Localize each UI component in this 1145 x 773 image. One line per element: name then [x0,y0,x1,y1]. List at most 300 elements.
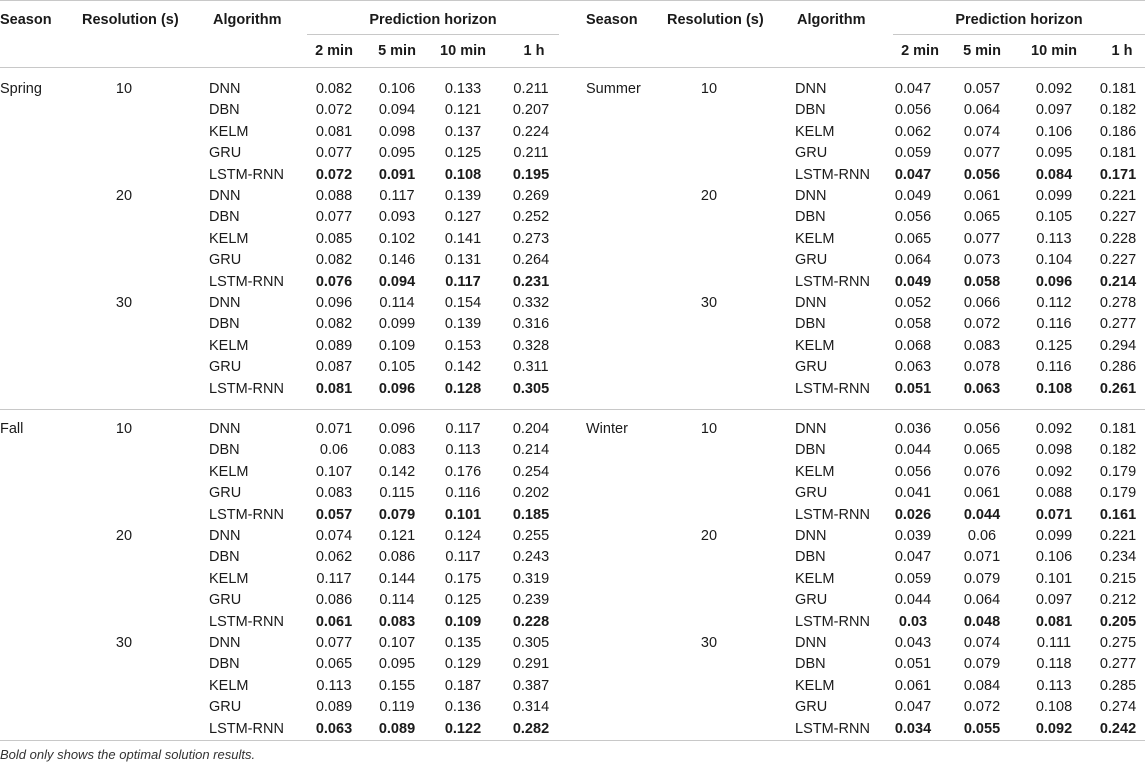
metric-value: 0.195 [512,166,550,183]
top-rule [0,0,1145,1]
algorithm-name: DBN [795,316,826,333]
metric-value: 0.063 [963,380,1001,397]
metric-value: 0.181 [1099,81,1137,97]
metric-value: 0.026 [894,506,932,523]
algorithm-name: LSTM-RNN [209,273,284,290]
metric-value: 0.129 [444,656,482,673]
header-horizon-1h-right: 1 h [1111,43,1133,59]
algorithm-name: DNN [795,295,827,311]
algorithm-name: DBN [209,102,240,119]
algorithm-name: LSTM-RNN [795,273,870,290]
algorithm-name: LSTM-RNN [795,166,870,183]
metric-value: 0.128 [444,380,482,397]
algorithm-name: GRU [209,145,242,162]
metric-value: 0.064 [963,102,1001,119]
metric-value: 0.057 [963,81,1001,97]
metric-value: 0.112 [1036,295,1072,311]
metric-value: 0.06 [319,442,349,459]
metric-value: 0.043 [894,635,932,651]
metric-value: 0.107 [378,635,416,651]
metric-value: 0.044 [894,442,932,459]
metric-value: 0.125 [1035,337,1073,354]
metric-value: 0.096 [1035,273,1073,290]
metric-value: 0.282 [512,720,550,737]
algorithm-name: GRU [795,252,828,269]
metric-value: 0.034 [894,720,932,737]
metric-value: 0.277 [1099,316,1137,333]
metric-value: 0.205 [1099,613,1137,630]
metric-value: 0.106 [1035,549,1073,566]
metric-value: 0.113 [1036,677,1072,694]
metric-value: 0.039 [894,528,932,544]
algorithm-name: LSTM-RNN [209,506,284,523]
algorithm-name: GRU [795,485,828,502]
metric-value: 0.109 [378,337,416,354]
metric-value: 0.277 [1099,656,1137,673]
metric-value: 0.119 [379,699,415,716]
metric-value: 0.071 [963,549,1001,566]
metric-value: 0.117 [379,188,415,204]
metric-value: 0.142 [378,463,416,480]
algorithm-name: KELM [209,123,249,140]
algorithm-name: GRU [209,592,242,609]
metric-value: 0.135 [444,635,482,651]
metric-value: 0.305 [512,635,550,651]
metric-value: 0.278 [1099,295,1137,311]
metric-value: 0.102 [378,230,416,247]
metric-value: 0.051 [894,656,932,673]
metric-value: 0.108 [1035,699,1073,716]
metric-value: 0.074 [963,635,1001,651]
metric-value: 0.215 [1099,570,1137,587]
algorithm-name: KELM [795,463,835,480]
metric-value: 0.121 [378,528,416,544]
metric-value: 0.093 [378,209,416,226]
metric-value: 0.116 [445,485,481,502]
metric-value: 0.179 [1099,463,1137,480]
header-horizon-2min-left: 2 min [315,43,353,59]
metric-value: 0.056 [894,463,932,480]
metric-value: 0.072 [315,166,353,183]
metric-value: 0.086 [378,549,416,566]
resolution-value: 30 [115,635,133,651]
metric-value: 0.077 [315,635,353,651]
metric-value: 0.065 [963,442,1001,459]
metric-value: 0.231 [512,273,550,290]
metric-value: 0.227 [1099,209,1137,226]
metric-value: 0.114 [379,295,415,311]
resolution-value: 10 [700,421,718,437]
algorithm-name: DNN [795,635,827,651]
metric-value: 0.179 [1099,485,1137,502]
metric-value: 0.113 [445,442,481,459]
metric-value: 0.089 [378,720,416,737]
metric-value: 0.286 [1099,359,1137,376]
metric-value: 0.212 [1099,592,1137,609]
algorithm-name: DNN [209,81,241,97]
metric-value: 0.269 [512,188,550,204]
metric-value: 0.243 [512,549,550,566]
algorithm-name: DBN [209,656,240,673]
header-prediction-horizon-left: Prediction horizon [369,12,497,28]
metric-value: 0.155 [378,677,416,694]
metric-value: 0.098 [378,123,416,140]
metric-value: 0.082 [315,81,353,97]
algorithm-name: DNN [795,188,827,204]
metric-value: 0.081 [1035,613,1073,630]
metric-value: 0.079 [963,570,1001,587]
header-horizon-1h-left: 1 h [523,43,545,59]
metric-value: 0.106 [1035,123,1073,140]
metric-value: 0.084 [1035,166,1073,183]
metric-value: 0.111 [1036,635,1072,651]
algorithm-name: GRU [209,359,242,376]
algorithm-name: DBN [795,549,826,566]
metric-value: 0.171 [1099,166,1137,183]
metric-value: 0.066 [963,295,1001,311]
metric-value: 0.084 [963,677,1001,694]
metric-value: 0.072 [315,102,353,119]
algorithm-name: DBN [795,656,826,673]
metric-value: 0.081 [315,123,353,140]
metric-value: 0.141 [444,230,482,247]
metric-value: 0.097 [1035,592,1073,609]
algorithm-name: KELM [209,570,249,587]
metric-value: 0.139 [444,188,482,204]
metric-value: 0.182 [1099,102,1137,119]
metric-value: 0.228 [1099,230,1137,247]
header-prediction-horizon-right: Prediction horizon [955,12,1083,28]
metric-value: 0.255 [512,528,550,544]
metric-value: 0.071 [315,421,353,437]
metric-value: 0.096 [378,380,416,397]
metric-value: 0.083 [315,485,353,502]
header-horizon-2min-right: 2 min [901,43,939,59]
metric-value: 0.092 [1035,463,1073,480]
metric-value: 0.101 [444,506,482,523]
metric-value: 0.091 [378,166,416,183]
algorithm-name: GRU [209,485,242,502]
metric-value: 0.049 [894,273,932,290]
metric-value: 0.058 [963,273,1001,290]
metric-value: 0.118 [1036,656,1072,673]
season-label: Fall [0,421,24,437]
algorithm-name: DNN [795,421,827,437]
metric-value: 0.202 [512,485,550,502]
metric-value: 0.127 [444,209,482,226]
metric-value: 0.099 [378,316,416,333]
metric-value: 0.059 [894,570,932,587]
metric-value: 0.03 [898,613,928,630]
algorithm-name: DNN [795,81,827,97]
algorithm-name: KELM [209,677,249,694]
metric-value: 0.095 [1035,145,1073,162]
algorithm-name: GRU [795,145,828,162]
metric-value: 0.098 [1035,442,1073,459]
metric-value: 0.109 [444,613,482,630]
metric-value: 0.087 [315,359,353,376]
metric-value: 0.316 [512,316,550,333]
metric-value: 0.047 [894,699,932,716]
algorithm-name: DBN [795,209,826,226]
metric-value: 0.211 [513,145,549,162]
metric-value: 0.319 [512,570,550,587]
metric-value: 0.105 [1035,209,1073,226]
metric-value: 0.139 [444,316,482,333]
algorithm-name: DBN [795,102,826,119]
header-horizon-5min-left: 5 min [378,43,416,59]
metric-value: 0.082 [315,252,353,269]
metric-value: 0.108 [444,166,482,183]
resolution-value: 20 [115,528,133,544]
metric-value: 0.115 [379,485,415,502]
metric-value: 0.092 [1035,720,1073,737]
metric-value: 0.185 [512,506,550,523]
metric-value: 0.051 [894,380,932,397]
metric-value: 0.305 [512,380,550,397]
metric-value: 0.099 [1035,188,1073,204]
metric-value: 0.136 [444,699,482,716]
metric-value: 0.049 [894,188,932,204]
metric-value: 0.291 [512,656,550,673]
algorithm-name: LSTM-RNN [795,506,870,523]
header-horizon-10min-left: 10 min [440,43,486,59]
metric-value: 0.117 [445,273,481,290]
metric-value: 0.077 [315,145,353,162]
season-label: Summer [586,81,641,97]
metric-value: 0.181 [1099,145,1137,162]
algorithm-name: GRU [795,699,828,716]
algorithm-name: DBN [209,316,240,333]
algorithm-name: GRU [795,359,828,376]
algorithm-name: KELM [209,463,249,480]
metric-value: 0.063 [315,720,353,737]
algorithm-name: DNN [795,528,827,544]
metric-value: 0.096 [378,421,416,437]
metric-value: 0.124 [444,528,482,544]
algorithm-name: DNN [209,188,241,204]
algorithm-name: GRU [209,252,242,269]
metric-value: 0.181 [1099,421,1137,437]
algorithm-name: DBN [209,442,240,459]
metric-value: 0.078 [963,359,1001,376]
metric-value: 0.094 [378,273,416,290]
metric-value: 0.294 [1099,337,1137,354]
metric-value: 0.056 [963,421,1001,437]
metric-value: 0.273 [512,230,550,247]
metric-value: 0.077 [963,145,1001,162]
metric-value: 0.106 [378,81,416,97]
resolution-value: 20 [700,528,718,544]
metric-value: 0.047 [894,549,932,566]
metric-value: 0.056 [963,166,1001,183]
metric-value: 0.074 [963,123,1001,140]
metric-value: 0.088 [315,188,353,204]
algorithm-name: KELM [795,570,835,587]
metric-value: 0.387 [512,677,550,694]
algorithm-name: LSTM-RNN [209,380,284,397]
metric-value: 0.077 [315,209,353,226]
metric-value: 0.061 [315,613,353,630]
algorithm-name: GRU [795,592,828,609]
metric-value: 0.137 [444,123,482,140]
header-season-right: Season [586,12,638,28]
metric-value: 0.089 [315,699,353,716]
metric-value: 0.06 [967,528,997,544]
metric-value: 0.048 [963,613,1001,630]
algorithm-name: DBN [795,442,826,459]
metric-value: 0.088 [1035,485,1073,502]
metric-value: 0.041 [894,485,932,502]
metric-value: 0.176 [444,463,482,480]
metric-value: 0.187 [444,677,482,694]
resolution-value: 30 [700,295,718,311]
metric-value: 0.142 [444,359,482,376]
metric-value: 0.044 [894,592,932,609]
table-footnote: Bold only shows the optimal solution results. [0,747,256,762]
metric-value: 0.117 [316,570,352,587]
header-algorithm-left: Algorithm [213,12,282,28]
metric-value: 0.073 [963,252,1001,269]
metric-value: 0.097 [1035,102,1073,119]
algorithm-name: KELM [795,677,835,694]
season-label: Winter [586,421,628,437]
metric-value: 0.085 [315,230,353,247]
algorithm-name: DNN [209,528,241,544]
metric-value: 0.154 [444,295,482,311]
algorithm-name: KELM [795,230,835,247]
metric-value: 0.079 [378,506,416,523]
metric-value: 0.057 [315,506,353,523]
header-horizon-5min-right: 5 min [963,43,1001,59]
header-resolution-left: Resolution (s) [82,12,179,28]
metric-value: 0.064 [963,592,1001,609]
metric-value: 0.104 [1035,252,1073,269]
metric-value: 0.044 [963,506,1001,523]
metric-value: 0.101 [1035,570,1073,587]
metric-value: 0.076 [315,273,353,290]
resolution-value: 20 [700,188,718,204]
header-mid-rule-right [893,34,1145,35]
algorithm-name: DBN [209,209,240,226]
metric-value: 0.082 [315,316,353,333]
season-label: Spring [0,81,42,97]
header-season-left: Season [0,12,52,28]
metric-value: 0.125 [444,592,482,609]
metric-value: 0.214 [1099,273,1137,290]
metric-value: 0.079 [963,656,1001,673]
metric-value: 0.056 [894,102,932,119]
metric-value: 0.252 [512,209,550,226]
metric-value: 0.092 [1035,81,1073,97]
metric-value: 0.052 [894,295,932,311]
algorithm-name: LSTM-RNN [795,380,870,397]
resolution-value: 10 [115,81,133,97]
metric-value: 0.096 [315,295,353,311]
metric-value: 0.175 [444,570,482,587]
metric-value: 0.261 [1099,380,1137,397]
metric-value: 0.058 [894,316,932,333]
metric-value: 0.065 [894,230,932,247]
metric-value: 0.074 [315,528,353,544]
metric-value: 0.061 [963,485,1001,502]
resolution-value: 30 [115,295,133,311]
metric-value: 0.332 [512,295,550,311]
metric-value: 0.214 [512,442,550,459]
algorithm-name: KELM [795,337,835,354]
metric-value: 0.328 [512,337,550,354]
metric-value: 0.117 [445,421,481,437]
metric-value: 0.204 [512,421,550,437]
metric-value: 0.077 [963,230,1001,247]
metric-value: 0.264 [512,252,550,269]
metric-value: 0.099 [1035,528,1073,544]
metric-value: 0.072 [963,699,1001,716]
algorithm-name: LSTM-RNN [209,613,284,630]
algorithm-name: KELM [209,230,249,247]
metric-value: 0.186 [1099,123,1137,140]
header-algorithm-right: Algorithm [797,12,866,28]
metric-value: 0.117 [445,549,481,566]
header-resolution-right: Resolution (s) [667,12,764,28]
metric-value: 0.076 [963,463,1001,480]
metric-value: 0.285 [1099,677,1137,694]
algorithm-name: DNN [209,421,241,437]
metric-value: 0.036 [894,421,932,437]
metric-value: 0.221 [1099,528,1137,544]
metric-value: 0.221 [1099,188,1137,204]
metric-value: 0.065 [963,209,1001,226]
metric-value: 0.131 [444,252,482,269]
metric-value: 0.114 [379,592,415,609]
metric-value: 0.234 [1099,549,1137,566]
metric-value: 0.227 [1099,252,1137,269]
metric-value: 0.108 [1035,380,1073,397]
metric-value: 0.311 [513,359,549,376]
header-mid-rule-left [307,34,559,35]
metric-value: 0.211 [513,81,549,97]
metric-value: 0.061 [894,677,932,694]
metric-value: 0.065 [315,656,353,673]
resolution-value: 30 [700,635,718,651]
metric-value: 0.064 [894,252,932,269]
header-bottom-rule [0,67,1145,68]
metric-value: 0.083 [963,337,1001,354]
metric-value: 0.107 [315,463,353,480]
metric-value: 0.105 [378,359,416,376]
metric-value: 0.095 [378,656,416,673]
algorithm-name: LSTM-RNN [209,166,284,183]
metric-value: 0.113 [1036,230,1072,247]
metric-value: 0.125 [444,145,482,162]
metric-value: 0.121 [444,102,482,119]
metric-value: 0.242 [1099,720,1137,737]
algorithm-name: DBN [209,549,240,566]
algorithm-name: LSTM-RNN [795,720,870,737]
resolution-value: 10 [115,421,133,437]
metric-value: 0.254 [512,463,550,480]
metric-value: 0.061 [963,188,1001,204]
algorithm-name: GRU [209,699,242,716]
metric-value: 0.089 [315,337,353,354]
metric-value: 0.083 [378,613,416,630]
metric-value: 0.047 [894,81,932,97]
metric-value: 0.153 [444,337,482,354]
metric-value: 0.116 [1036,359,1072,376]
resolution-value: 20 [115,188,133,204]
metric-value: 0.055 [963,720,1001,737]
metric-value: 0.182 [1099,442,1137,459]
